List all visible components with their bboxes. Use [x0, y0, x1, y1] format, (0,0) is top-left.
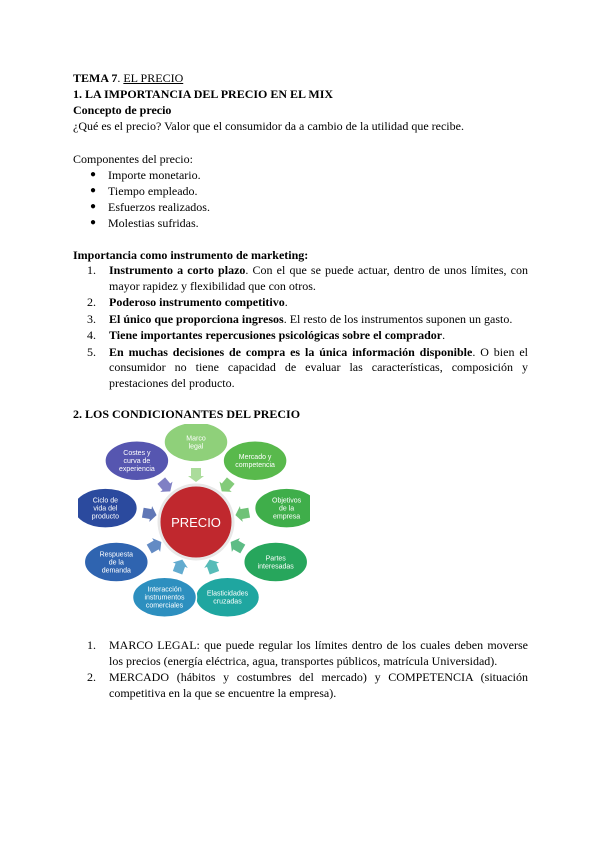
- list-item: 5. En muchas decisiones de compra es la única información disponible. O bien el consumidor no tiene capacidad de evaluar las características, composición y prestaciones del producto.: [87, 344, 528, 390]
- diagram-node-label: legal: [188, 443, 204, 451]
- section2-title: 2. LOS CONDICIONANTES DEL PRECIO: [73, 407, 301, 421]
- tema-label: TEMA 7: [73, 71, 118, 85]
- tema-heading: [73, 71, 528, 86]
- components-heading: Componentes del precio:: [73, 152, 193, 166]
- tema-separator: .: [117, 71, 124, 85]
- list-item: 1. Instrumento a corto plazo. Con el que se puede actuar, dentro de unos límites, con mayor rapidez y flexibilidad que con otros.: [87, 263, 528, 293]
- arrow-icon: [188, 468, 204, 482]
- list-item: 4. Tiene importantes repercusiones psicológicas sobre el comprador.: [87, 328, 446, 342]
- conditions-list: [87, 638, 528, 702]
- diagram-node-label: de la: [279, 505, 295, 513]
- importance-heading: Importancia como instrumento de marketing:: [73, 248, 309, 262]
- list-item: ● Importe monetario.: [90, 168, 201, 182]
- diagram-node-label: Objetivos: [272, 497, 302, 505]
- diagram-node-label: Elasticidades: [206, 590, 249, 598]
- diagram-node-label: Partes: [265, 555, 286, 563]
- diagram-node-label: de la: [108, 559, 124, 567]
- bullet-icon: ●: [90, 201, 97, 212]
- bullet-icon: ●: [90, 185, 97, 196]
- diagram-node-label: interesadas: [257, 563, 294, 571]
- diagram-node-label: experiencia: [118, 466, 155, 474]
- diagram-node-label: comerciales: [145, 602, 184, 610]
- diagram-node-label: Interacción: [147, 586, 182, 594]
- list-item: 1. MARCO LEGAL: que puede regular los límites dentro de los cuales deben moverse los precios (energía eléctrica, agua, transportes públicos, matrícula Universidad).: [87, 638, 528, 668]
- diagram-node-label: Respuesta: [99, 551, 134, 559]
- diagram-node-label: vida del: [93, 505, 118, 513]
- diagram-node-label: competencia: [235, 462, 275, 470]
- importance-list: [87, 263, 528, 392]
- list-item: 3. El único que proporciona ingresos. El resto de los instrumentos suponen un gasto.: [87, 311, 513, 326]
- diagram-node-label: instrumentos: [144, 594, 185, 602]
- diagram-node-label: Ciclo de: [92, 497, 119, 505]
- diagram-node-label: Costes y: [123, 450, 151, 458]
- bullet-icon: ●: [90, 217, 97, 228]
- arrow-icon: [202, 557, 222, 576]
- diagram-center-label: PRECIO: [171, 515, 221, 530]
- diagram-node-label: empresa: [272, 513, 301, 521]
- price-conditions-diagram: [78, 424, 310, 618]
- arrow-icon: [234, 505, 251, 523]
- diagram-node-label: Marco: [186, 435, 206, 443]
- concept-text: ¿Qué es el precio? Valor que el consumidor da a cambio de la utilidad que recibe.: [73, 119, 464, 133]
- section1-title: 1. LA IMPORTANCIA DEL PRECIO EN EL MIX: [73, 87, 334, 101]
- arrow-icon: [170, 557, 190, 576]
- diagram-node-label: producto: [91, 513, 120, 521]
- list-item: ● Tiempo empleado.: [90, 184, 198, 198]
- diagram-node-label: curva de: [123, 458, 151, 466]
- tema-title: EL PRECIO: [123, 71, 184, 85]
- components-list: [90, 167, 210, 231]
- list-item: ● Molestias sufridas.: [90, 216, 199, 230]
- list-item: 2. MERCADO (hábitos y costumbres del mercado) y COMPETENCIA (situación competitiva en la que se encuentre la empresa).: [87, 670, 528, 700]
- bullet-icon: ●: [90, 169, 97, 180]
- diagram-node-label: Mercado y: [238, 454, 272, 462]
- list-item: ● Esfuerzos realizados.: [90, 200, 210, 214]
- arrow-icon: [141, 505, 158, 523]
- diagram-node-label: cruzadas: [213, 598, 242, 606]
- concept-heading: Concepto de precio: [73, 103, 172, 117]
- list-item: 2. Poderoso instrumento competitivo.: [87, 295, 288, 309]
- diagram-node-label: demanda: [101, 567, 131, 575]
